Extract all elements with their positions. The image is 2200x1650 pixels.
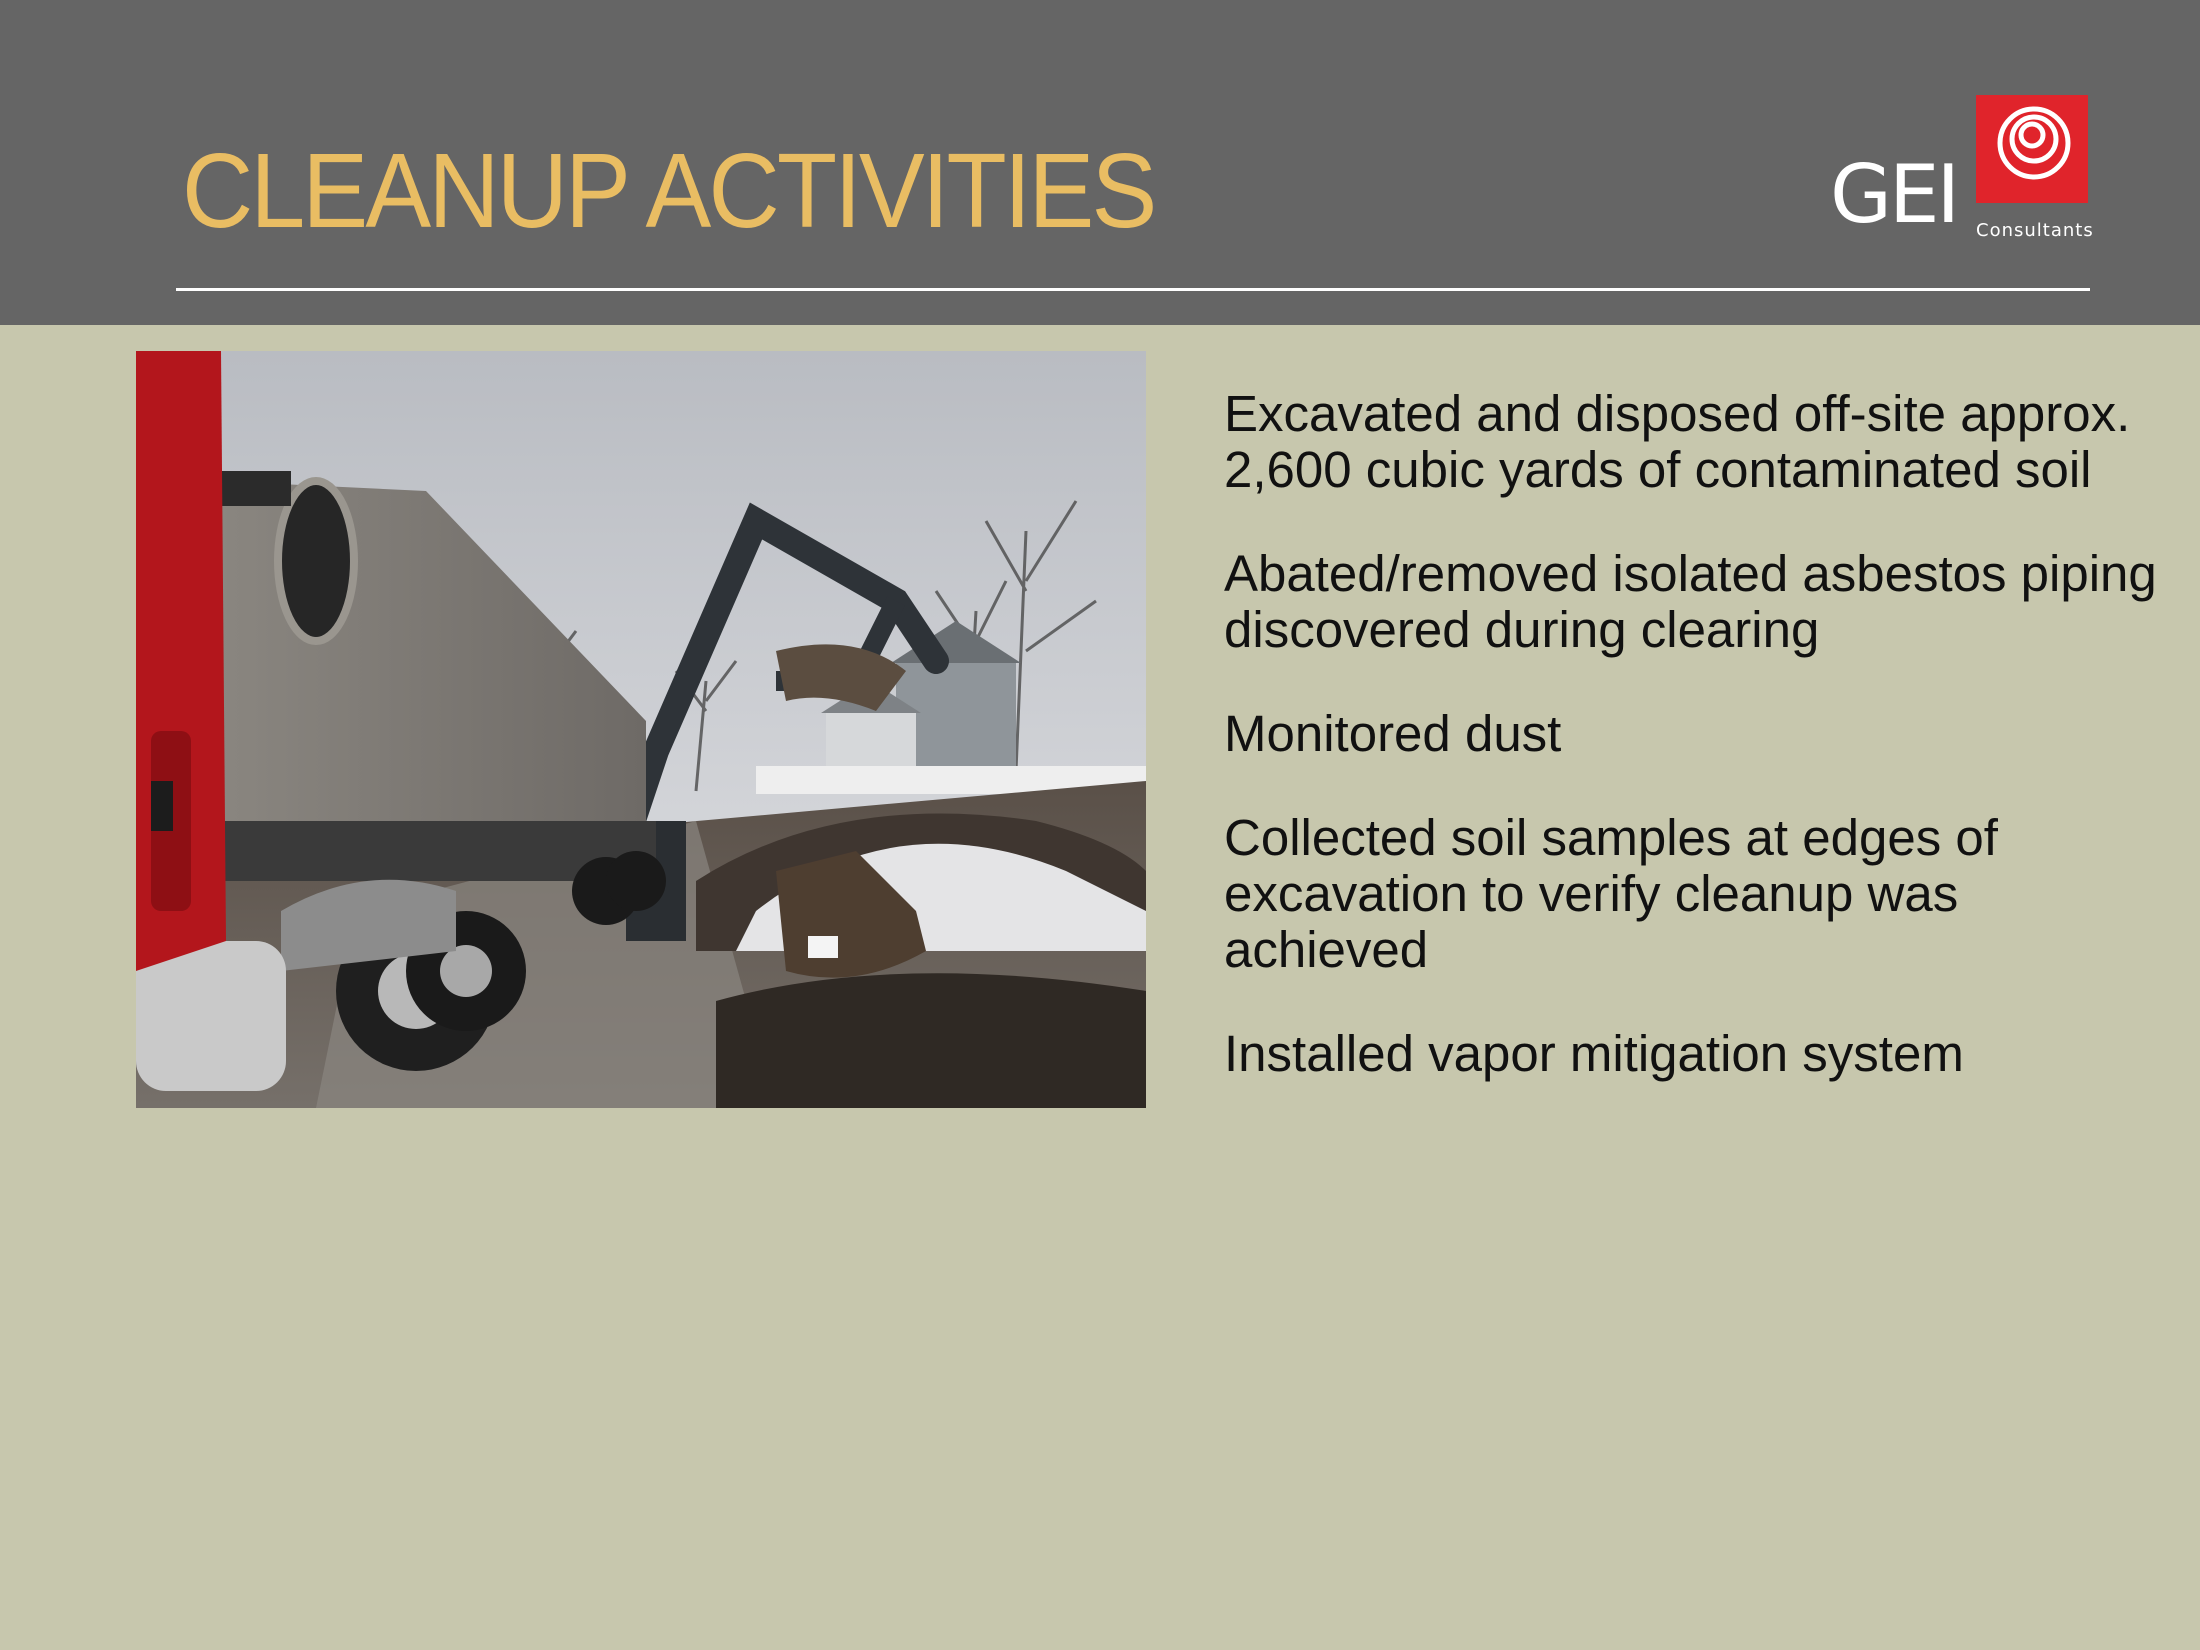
bullet-item: Collected soil samples at edges of excavation to verify cleanup was achieved xyxy=(1224,809,1998,978)
bullet-list xyxy=(1224,386,2164,1130)
logo-wordmark: GEI xyxy=(1830,148,1958,241)
slide-title: CLEANUP ACTIVITIES xyxy=(182,132,1155,250)
slide-header xyxy=(0,0,2200,325)
logo-tagline: Consultants xyxy=(1976,220,2094,241)
bullet-item: Abated/removed isolated asbestos piping discovered during clearing xyxy=(1224,545,2157,658)
bullet-item: Excavated and disposed off-site approx. 2,600 cubic yards of contaminated soil xyxy=(1224,385,2131,498)
header-divider xyxy=(176,288,2090,291)
bullet-item: Installed vapor mitigation system xyxy=(1224,1025,1964,1082)
excavation-site-photo xyxy=(136,351,1146,1108)
bullet-item: Monitored dust xyxy=(1224,705,1562,762)
logo-swirl-icon xyxy=(1976,95,2088,203)
